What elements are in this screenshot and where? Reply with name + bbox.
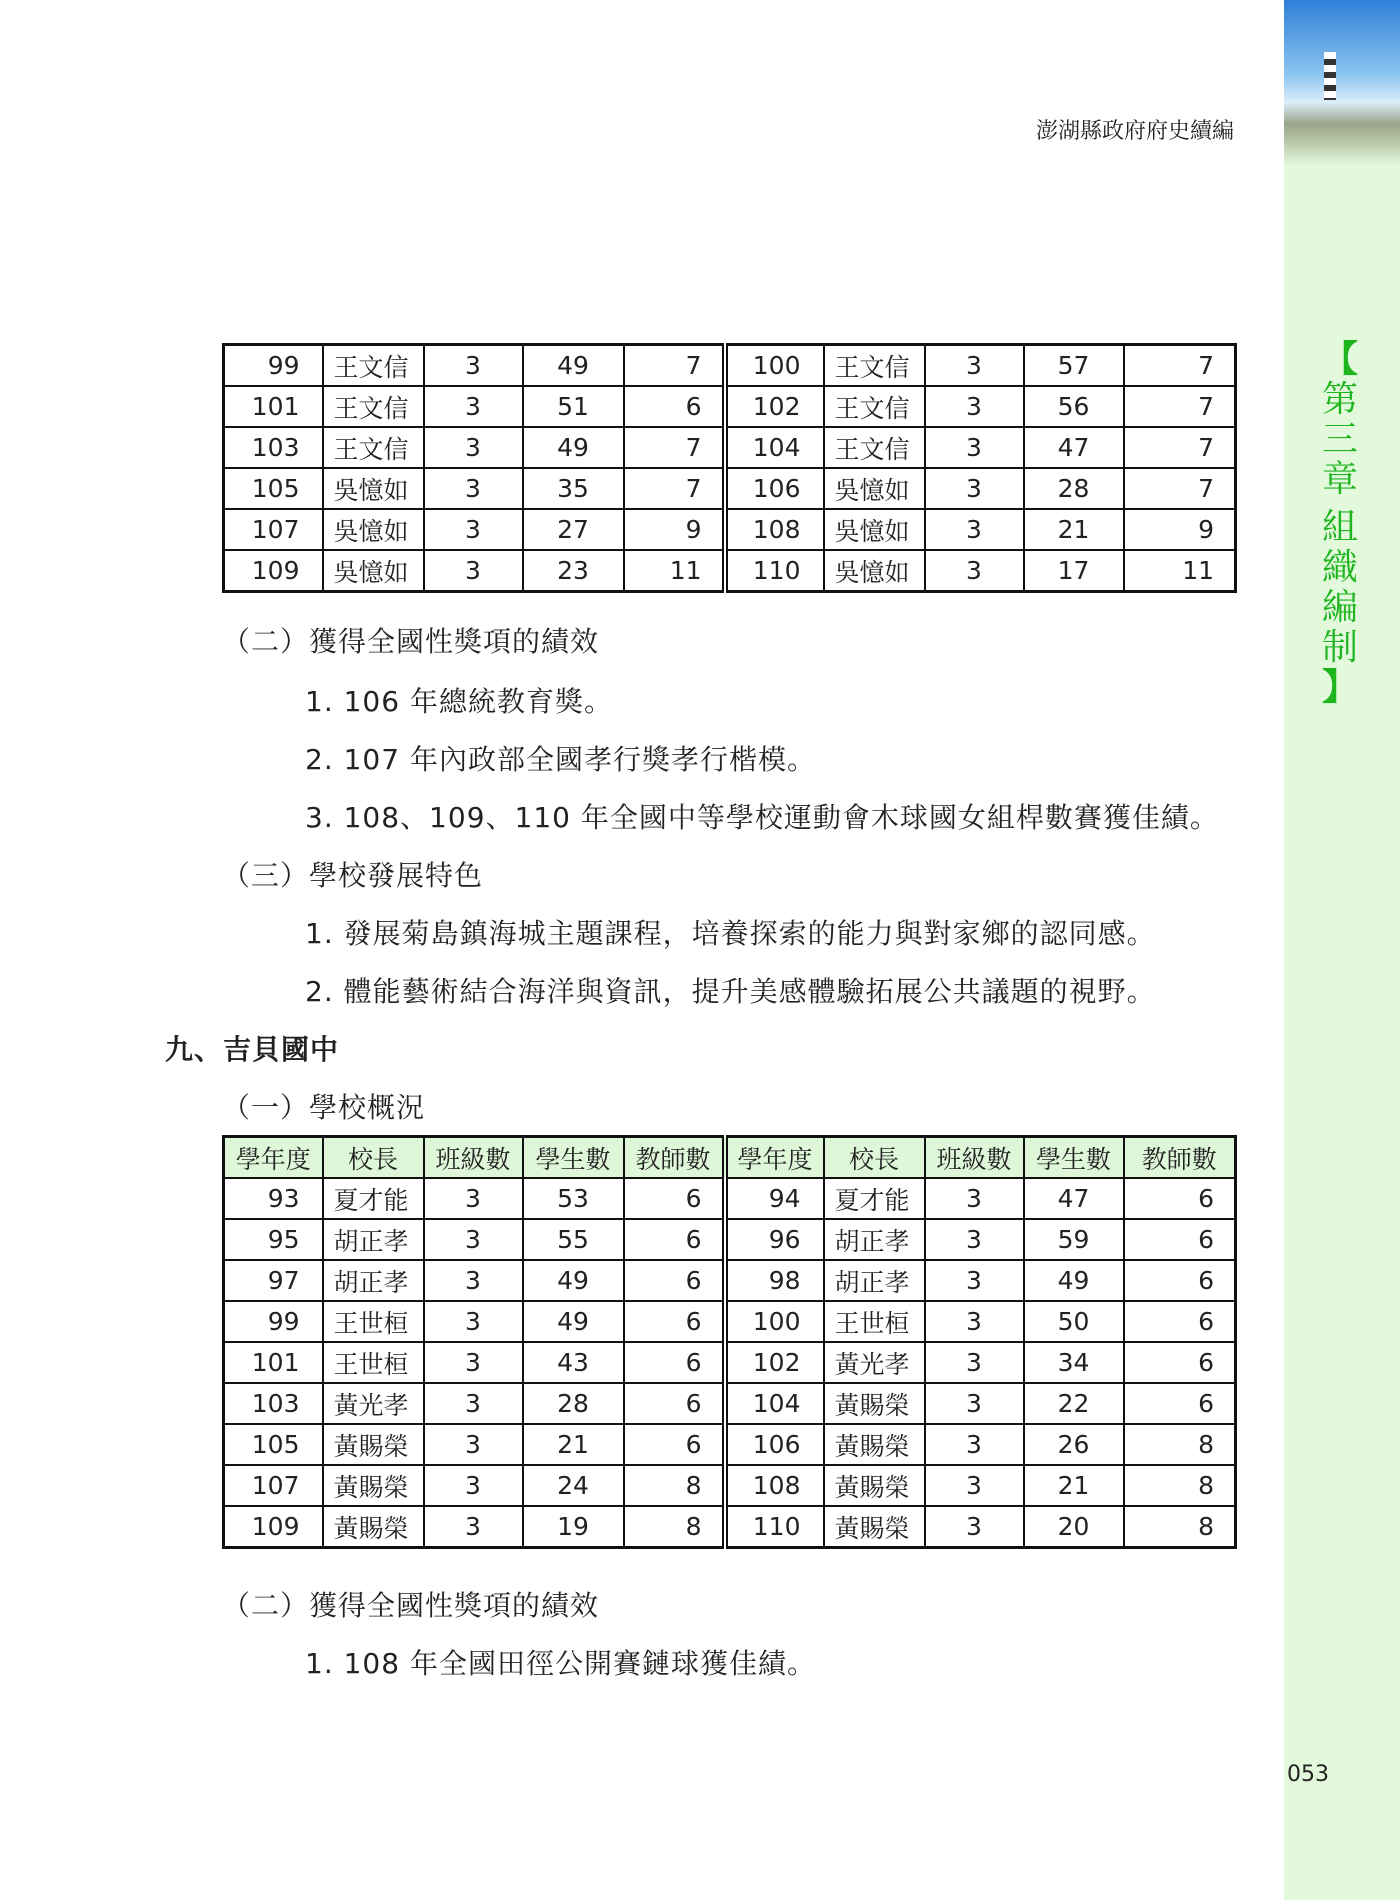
running-title: 澎湖縣政府府史續編 — [1035, 119, 1234, 144]
table-cell: 3 — [424, 1219, 523, 1260]
table-cell: 3 — [925, 1260, 1024, 1301]
table-cell: 11 — [1124, 550, 1236, 592]
table-cell: 49 — [523, 345, 624, 387]
column-header: 班級數 — [925, 1137, 1024, 1179]
table-cell: 3 — [424, 468, 523, 509]
table-cell: 8 — [1124, 1424, 1236, 1465]
table-cell: 6 — [624, 1260, 725, 1301]
table-cell: 109 — [224, 1506, 323, 1548]
table-cell: 7 — [1124, 427, 1236, 468]
table-cell: 21 — [1024, 509, 1124, 550]
section-heading: 九、吉貝國中 — [165, 1033, 340, 1066]
table-cell: 3 — [925, 427, 1024, 468]
table-row — [224, 550, 1236, 592]
table-cell: 47 — [1024, 1178, 1124, 1219]
bracket-close: 】 — [1321, 667, 1358, 708]
table-cell: 21 — [1024, 1465, 1124, 1506]
table-cell: 11 — [624, 550, 725, 592]
table-row — [224, 1178, 1236, 1219]
table-cell: 6 — [1124, 1383, 1236, 1424]
table-cell: 黃賜榮 — [323, 1465, 424, 1506]
table-cell: 100 — [725, 345, 824, 387]
table-cell: 20 — [1024, 1506, 1124, 1548]
table-cell: 108 — [725, 509, 824, 550]
table-cell: 99 — [224, 345, 323, 387]
table-cell: 3 — [925, 550, 1024, 592]
lighthouse-photo — [1284, 0, 1400, 165]
table-row — [224, 509, 1236, 550]
table-cell: 6 — [624, 1424, 725, 1465]
table-cell: 98 — [725, 1260, 824, 1301]
table-cell: 王文信 — [824, 345, 925, 387]
column-header: 班級數 — [424, 1137, 523, 1179]
school-stats-table-continued — [222, 343, 1237, 593]
table-cell: 6 — [624, 1219, 725, 1260]
table-cell: 7 — [624, 468, 725, 509]
table-cell: 9 — [1124, 509, 1236, 550]
table-cell: 110 — [725, 550, 824, 592]
table-cell: 6 — [1124, 1219, 1236, 1260]
table-cell: 黃賜榮 — [824, 1465, 925, 1506]
table-cell: 3 — [925, 386, 1024, 427]
table-cell: 21 — [523, 1424, 624, 1465]
table-cell: 9 — [624, 509, 725, 550]
table-row — [224, 1219, 1236, 1260]
table-cell: 胡正孝 — [824, 1260, 925, 1301]
table-cell: 105 — [224, 468, 323, 509]
table-cell: 胡正孝 — [323, 1260, 424, 1301]
table-cell: 吳憶如 — [323, 468, 424, 509]
table-cell: 3 — [424, 1342, 523, 1383]
table-cell: 3 — [424, 1260, 523, 1301]
table-cell: 96 — [725, 1219, 824, 1260]
table-cell: 7 — [1124, 386, 1236, 427]
table-row — [224, 1301, 1236, 1342]
table-cell: 吳憶如 — [824, 468, 925, 509]
table-cell: 黃光孝 — [824, 1342, 925, 1383]
table-cell: 107 — [224, 1465, 323, 1506]
table-cell: 吳憶如 — [824, 509, 925, 550]
table-cell: 3 — [424, 427, 523, 468]
table-row — [224, 427, 1236, 468]
table-cell: 6 — [624, 1301, 725, 1342]
table-cell: 3 — [925, 345, 1024, 387]
table-cell: 3 — [925, 1342, 1024, 1383]
column-header: 教師數 — [1124, 1137, 1236, 1179]
table-cell: 3 — [925, 1301, 1024, 1342]
table-cell: 3 — [424, 1178, 523, 1219]
table-cell: 胡正孝 — [323, 1219, 424, 1260]
table-cell: 102 — [725, 386, 824, 427]
table-cell: 101 — [224, 386, 323, 427]
table-cell: 99 — [224, 1301, 323, 1342]
table-cell: 吳憶如 — [824, 550, 925, 592]
table-row — [224, 1424, 1236, 1465]
table-cell: 3 — [925, 1219, 1024, 1260]
table-cell: 8 — [1124, 1506, 1236, 1548]
table-cell: 19 — [523, 1506, 624, 1548]
table-cell: 夏才能 — [323, 1178, 424, 1219]
column-header: 校長 — [323, 1137, 424, 1179]
table-cell: 王文信 — [824, 427, 925, 468]
table-cell: 6 — [1124, 1260, 1236, 1301]
table-cell: 3 — [925, 468, 1024, 509]
table-cell: 51 — [523, 386, 624, 427]
feature-item: 2. 體能藝術結合海洋與資訊，提升美感體驗拓展公共議題的視野。 — [305, 975, 1156, 1008]
table-cell: 49 — [523, 1260, 624, 1301]
table-cell: 106 — [725, 468, 824, 509]
table-cell: 104 — [725, 427, 824, 468]
table-cell: 103 — [224, 427, 323, 468]
table-cell: 104 — [725, 1383, 824, 1424]
awards-heading: （二）獲得全國性獎項的績效 — [222, 1589, 600, 1622]
table-cell: 27 — [523, 509, 624, 550]
table-cell: 3 — [424, 386, 523, 427]
table-cell: 7 — [624, 427, 725, 468]
table-cell: 47 — [1024, 427, 1124, 468]
table-cell: 24 — [523, 1465, 624, 1506]
features-heading: （三）學校發展特色 — [222, 859, 484, 892]
table-row — [224, 1260, 1236, 1301]
table-cell: 王文信 — [824, 386, 925, 427]
table-row — [224, 386, 1236, 427]
table-cell: 黃光孝 — [323, 1383, 424, 1424]
table-cell: 17 — [1024, 550, 1124, 592]
table-cell: 6 — [1124, 1301, 1236, 1342]
table-cell: 49 — [523, 1301, 624, 1342]
table-cell: 53 — [523, 1178, 624, 1219]
table-cell: 102 — [725, 1342, 824, 1383]
column-header: 學年度 — [725, 1137, 824, 1179]
table-cell: 108 — [725, 1465, 824, 1506]
feature-item: 1. 發展菊島鎮海城主題課程，培養探索的能力與對家鄉的認同感。 — [305, 917, 1156, 950]
table-cell: 7 — [624, 345, 725, 387]
award-item: 1. 108 年全國田徑公開賽鏈球獲佳績。 — [305, 1647, 816, 1680]
school-stats-table — [222, 1135, 1237, 1549]
table-cell: 6 — [1124, 1178, 1236, 1219]
table-cell: 59 — [1024, 1219, 1124, 1260]
table-cell: 胡正孝 — [824, 1219, 925, 1260]
column-header: 教師數 — [624, 1137, 725, 1179]
table-cell: 黃賜榮 — [824, 1424, 925, 1465]
table-cell: 50 — [1024, 1301, 1124, 1342]
table-cell: 28 — [1024, 468, 1124, 509]
table-cell: 6 — [624, 1342, 725, 1383]
table-cell: 3 — [424, 509, 523, 550]
table-row — [224, 468, 1236, 509]
chapter-title: 組織編制 — [1321, 507, 1358, 668]
table-cell: 黃賜榮 — [824, 1506, 925, 1548]
table-cell: 黃賜榮 — [824, 1383, 925, 1424]
table-cell: 3 — [925, 1178, 1024, 1219]
table-row — [224, 345, 1236, 387]
table-row — [224, 1465, 1236, 1506]
table-cell: 49 — [1024, 1260, 1124, 1301]
table-cell: 王文信 — [323, 427, 424, 468]
table-cell: 王文信 — [323, 345, 424, 387]
table-cell: 26 — [1024, 1424, 1124, 1465]
table-cell: 吳憶如 — [323, 509, 424, 550]
table-cell: 23 — [523, 550, 624, 592]
table-cell: 109 — [224, 550, 323, 592]
table-cell: 3 — [925, 509, 1024, 550]
chapter-tab — [1312, 340, 1368, 708]
bracket-open: 【 — [1321, 339, 1358, 380]
column-header: 校長 — [824, 1137, 925, 1179]
table-cell: 6 — [624, 386, 725, 427]
table-cell: 3 — [424, 550, 523, 592]
table-cell: 3 — [925, 1424, 1024, 1465]
table-cell: 6 — [624, 1178, 725, 1219]
chapter-number: 第三章 — [1321, 379, 1358, 500]
table-cell: 97 — [224, 1260, 323, 1301]
table-cell: 34 — [1024, 1342, 1124, 1383]
table-cell: 94 — [725, 1178, 824, 1219]
lighthouse-icon — [1324, 52, 1336, 100]
table-cell: 95 — [224, 1219, 323, 1260]
table-cell: 8 — [624, 1506, 725, 1548]
table-cell: 57 — [1024, 345, 1124, 387]
table-row — [224, 1342, 1236, 1383]
table-cell: 7 — [1124, 468, 1236, 509]
table-cell: 黃賜榮 — [323, 1506, 424, 1548]
table-cell: 8 — [1124, 1465, 1236, 1506]
table-cell: 王文信 — [323, 386, 424, 427]
table-cell: 100 — [725, 1301, 824, 1342]
table-cell: 35 — [523, 468, 624, 509]
table-cell: 8 — [624, 1465, 725, 1506]
table-cell: 3 — [925, 1465, 1024, 1506]
table-cell: 3 — [925, 1383, 1024, 1424]
table-cell: 110 — [725, 1506, 824, 1548]
page-number: 053 — [1287, 1762, 1329, 1787]
table-cell: 夏才能 — [824, 1178, 925, 1219]
table-row — [224, 1383, 1236, 1424]
award-item: 2. 107 年內政部全國孝行獎孝行楷模。 — [305, 743, 816, 776]
table-cell: 101 — [224, 1342, 323, 1383]
table-cell: 3 — [424, 1383, 523, 1424]
table-cell: 3 — [424, 1301, 523, 1342]
table-cell: 103 — [224, 1383, 323, 1424]
table-cell: 王世桓 — [323, 1342, 424, 1383]
table-cell: 王世桓 — [824, 1301, 925, 1342]
table-cell: 28 — [523, 1383, 624, 1424]
table-cell: 106 — [725, 1424, 824, 1465]
table-cell: 105 — [224, 1424, 323, 1465]
column-header: 學生數 — [523, 1137, 624, 1179]
chapter-side-strip — [1284, 0, 1400, 1900]
table-cell: 3 — [424, 1465, 523, 1506]
award-item: 1. 106 年總統教育獎。 — [305, 685, 613, 718]
table-cell: 3 — [424, 1506, 523, 1548]
table-cell: 56 — [1024, 386, 1124, 427]
column-header: 學生數 — [1024, 1137, 1124, 1179]
table-cell: 吳憶如 — [323, 550, 424, 592]
column-header: 學年度 — [224, 1137, 323, 1179]
table-row — [224, 1506, 1236, 1548]
table-cell: 43 — [523, 1342, 624, 1383]
overview-heading: （一）學校概況 — [222, 1091, 426, 1124]
table-cell: 王世桓 — [323, 1301, 424, 1342]
table-cell: 7 — [1124, 345, 1236, 387]
table-cell: 6 — [624, 1383, 725, 1424]
table-cell: 107 — [224, 509, 323, 550]
table-cell: 55 — [523, 1219, 624, 1260]
table-cell: 黃賜榮 — [323, 1424, 424, 1465]
table-cell: 3 — [925, 1506, 1024, 1548]
table-cell: 3 — [424, 1424, 523, 1465]
table-cell: 6 — [1124, 1342, 1236, 1383]
table-cell: 3 — [424, 345, 523, 387]
table-cell: 22 — [1024, 1383, 1124, 1424]
table-cell: 93 — [224, 1178, 323, 1219]
awards-heading: （二）獲得全國性獎項的績效 — [222, 625, 600, 658]
table-cell: 49 — [523, 427, 624, 468]
award-item: 3. 108、109、110 年全國中等學校運動會木球國女組桿數賽獲佳績。 — [305, 801, 1219, 834]
